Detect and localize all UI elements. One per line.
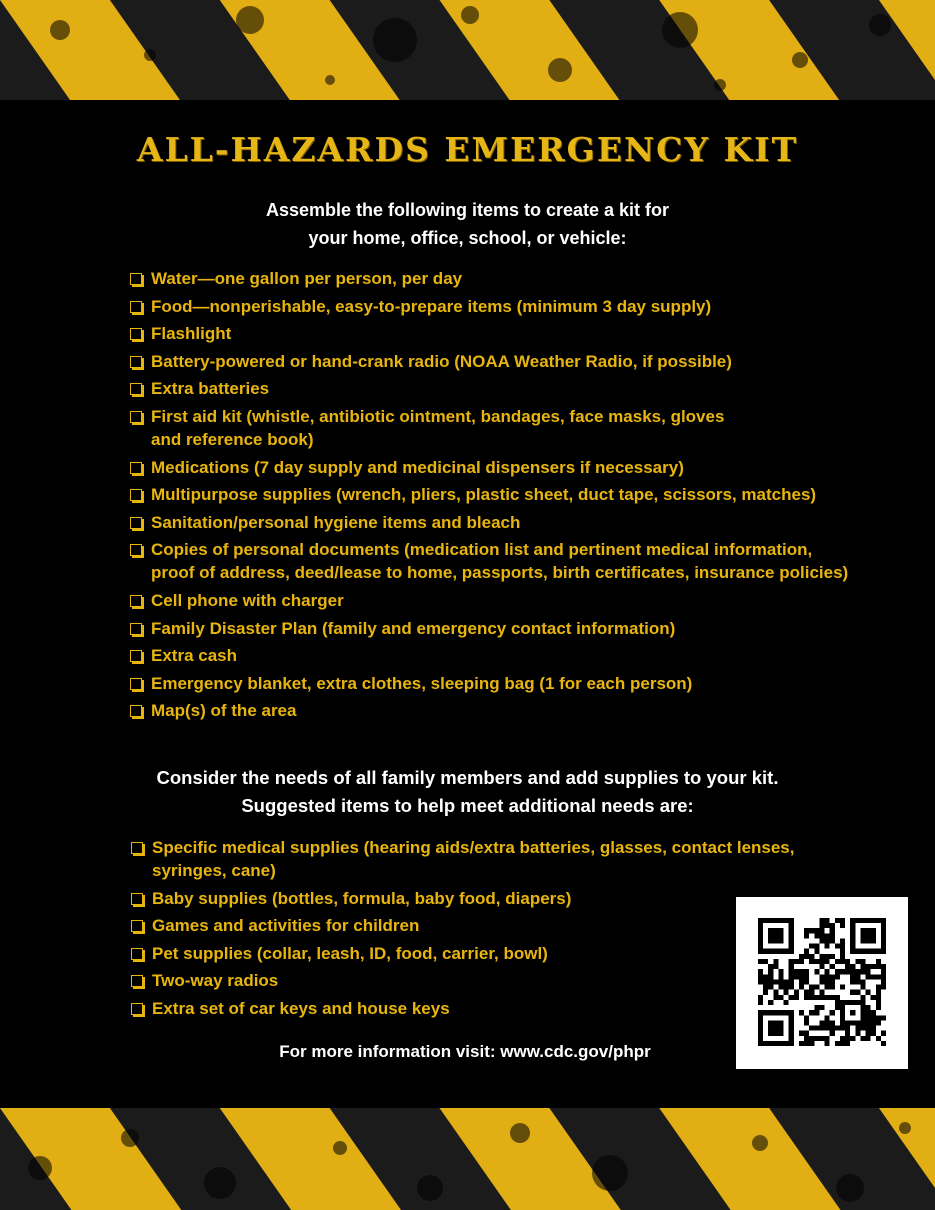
checkbox-icon — [130, 705, 142, 717]
list-item: Copies of personal documents (medication list and pertinent medical information, proof of address, deed/lease to home, passports, birth certificates, insurance policies) — [130, 538, 850, 584]
list-item: Food—nonperishable, easy-to-prepare items (minimum 3 day supply) — [130, 295, 850, 318]
checkbox-icon — [130, 489, 142, 501]
list-item: Family Disaster Plan (family and emergency contact information) — [130, 617, 850, 640]
checkbox-icon — [130, 411, 142, 423]
intro-line-2: your home, office, school, or vehicle: — [308, 228, 627, 248]
intro-text — [0, 196, 935, 252]
checkbox-icon — [130, 595, 142, 607]
list-item: Extra set of car keys and house keys — [131, 997, 801, 1020]
list-item: Sanitation/personal hygiene items and bleach — [130, 511, 850, 534]
more-info-link-text: For more information visit: www.cdc.gov/phpr — [279, 1042, 651, 1061]
checkbox-icon — [131, 893, 143, 905]
intro-line-1: Assemble the following items to create a kit for — [265, 200, 670, 220]
checkbox-icon — [130, 356, 142, 368]
list-item: Map(s) of the area — [130, 699, 850, 722]
list-item: First aid kit (whistle, antibiotic ointment, bandages, face masks, gloves and reference book) — [130, 405, 850, 451]
list-item: Extra cash — [130, 644, 850, 667]
list-item: Specific medical supplies (hearing aids/extra batteries, glasses, contact lenses, syringes, cane) — [131, 836, 801, 882]
checkbox-icon — [130, 623, 142, 635]
qr-code-icon — [758, 918, 886, 1046]
hazard-stripe-band-top — [0, 0, 935, 100]
list-item: Emergency blanket, extra clothes, sleeping bag (1 for each person) — [130, 672, 850, 695]
list-item: Water—one gallon per person, per day — [130, 267, 850, 290]
hazard-stripes-top — [0, 0, 935, 100]
list-item: Pet supplies (collar, leash, ID, food, carrier, bowl) — [131, 942, 801, 965]
list-item: Flashlight — [130, 322, 850, 345]
checkbox-icon — [130, 650, 142, 662]
list-item: Battery-powered or hand-crank radio (NOAA Weather Radio, if possible) — [130, 350, 850, 373]
checkbox-icon — [130, 383, 142, 395]
checkbox-icon — [130, 517, 142, 529]
list-item: Cell phone with charger — [130, 589, 850, 612]
list-item: Medications (7 day supply and medicinal dispensers if necessary) — [130, 456, 850, 479]
list-item: Extra batteries — [130, 377, 850, 400]
checkbox-icon — [130, 678, 142, 690]
list-item: Games and activities for children — [131, 914, 801, 937]
checkbox-icon — [131, 842, 143, 854]
checkbox-icon — [130, 328, 142, 340]
list-item: Two-way radios — [131, 969, 801, 992]
checkbox-icon — [131, 920, 143, 932]
checkbox-icon — [131, 1003, 143, 1015]
qr-code[interactable] — [736, 897, 908, 1069]
consider-line-1: Consider the needs of all family members and add supplies to your kit. — [156, 767, 779, 788]
hazard-stripe-band-bottom — [0, 1108, 935, 1210]
list-item: Baby supplies (bottles, formula, baby food, diapers) — [131, 887, 801, 910]
checkbox-icon — [131, 948, 143, 960]
hazard-stripes-bottom — [0, 1108, 935, 1210]
page-title: ALL-HAZARDS EMERGENCY KIT — [136, 130, 799, 169]
checkbox-icon — [131, 975, 143, 987]
list-item: Multipurpose supplies (wrench, pliers, plastic sheet, duct tape, scissors, matches) — [130, 483, 850, 506]
checkbox-icon — [130, 462, 142, 474]
additional-needs-heading — [0, 764, 935, 820]
kit-item-list — [130, 267, 850, 727]
consider-line-2: Suggested items to help meet additional needs are: — [241, 795, 694, 816]
additional-item-list — [131, 836, 801, 1025]
checkbox-icon — [130, 273, 142, 285]
checkbox-icon — [130, 301, 142, 313]
checkbox-icon — [130, 544, 142, 556]
